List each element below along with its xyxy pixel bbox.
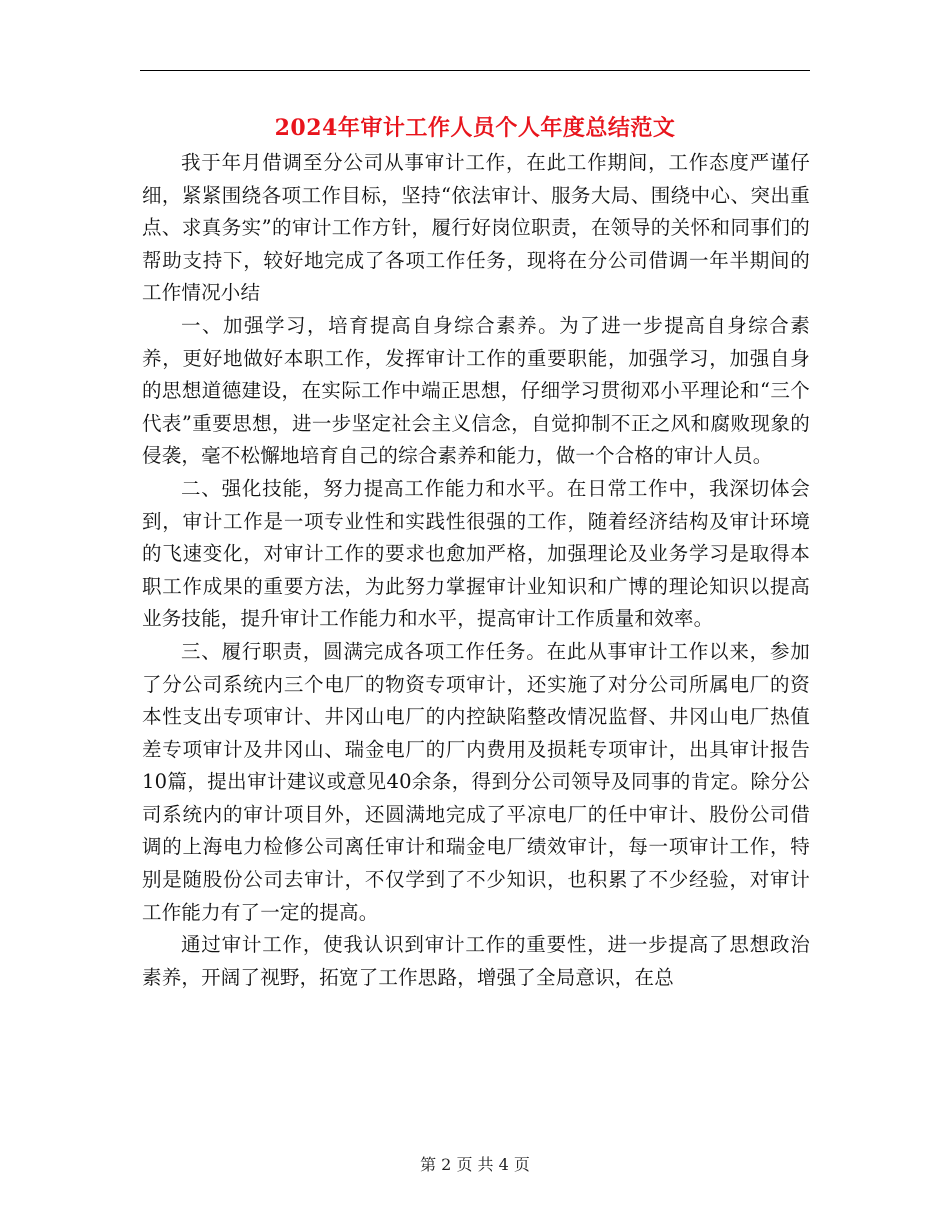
paragraph-section-2: 二、强化技能，努力提高工作能力和水平。在日常工作中，我深切体会到，审计工作是一项专业性和实践性很强的工作，随着经济结构及审计环境的飞速变化，对审计工作的要求也愈加严格，加强理论及业务学习是取得本职工作成果的重要方法，为此努力掌握审计业知识和广博的理论知识以提高业务技能，提升审计工作能力和水平，提高审计工作质量和效率。: [142, 476, 810, 631]
document-title: 2024年审计工作人员个人年度总结范文: [274, 115, 676, 141]
paragraph-conclusion: 通过审计工作，使我认识到审计工作的重要性，进一步提高了思想政治素养，开阔了视野，拓宽了工作思路，增强了全局意识，在总: [142, 933, 810, 989]
paragraph-intro: 我于年月借调至分公司从事审计工作，在此工作期间，工作态度严谨仔细，紧紧围绕各项工作目标，坚持“依法审计、服务大局、围绕中心、突出重点、求真务实”的审计工作方针，履行好岗位职责，在领导的关怀和同事们的帮助支持下，较好地完成了各项工作任务，现将在分公司借调一年半期间的工作情况小结: [142, 151, 810, 305]
paragraph-section-1: 一、加强学习，培育提高自身综合素养。为了进一步提高自身综合素养，更好地做好本职工作，发挥审计工作的重要职能，加强学习，加强自身的思想道德建设，在实际工作中端正思想，仔细学习贯彻邓小平理论和“三个代表”重要思想，进一步坚定社会主义信念，自觉抑制不正之风和腐败现象的侵袭，毫不松懈地培育自己的综合素养和能力，做一个合格的审计人员。: [142, 313, 810, 468]
page-number-footer: 第 2 页 共 4 页: [420, 1155, 530, 1174]
document-body: [142, 147, 810, 994]
header-rule: [140, 70, 810, 71]
paragraph-section-3: 三、履行职责，圆满完成各项工作任务。在此从事审计工作以来，参加了分公司系统内三个电厂的物资专项审计，还实施了对分公司所属电厂的资本性支出专项审计、井冈山电厂的内控缺陷整改情况监督、井冈山电厂热值差专项审计及井冈山、瑞金电厂的厂内费用及损耗专项审计，出具审计报告10篇，提出审计建议或意见40余条，得到分公司领导及同事的肯定。除分公司系统内的审计项目外，还圆满地完成了平凉电厂的任中审计、股份公司借调的上海电力检修公司离任审计和瑞金电厂绩效审计，每一项审计工作，特别是随股份公司去审计，不仅学到了不少知识，也积累了不少经验，对审计工作能力有了一定的提高。: [142, 639, 810, 924]
